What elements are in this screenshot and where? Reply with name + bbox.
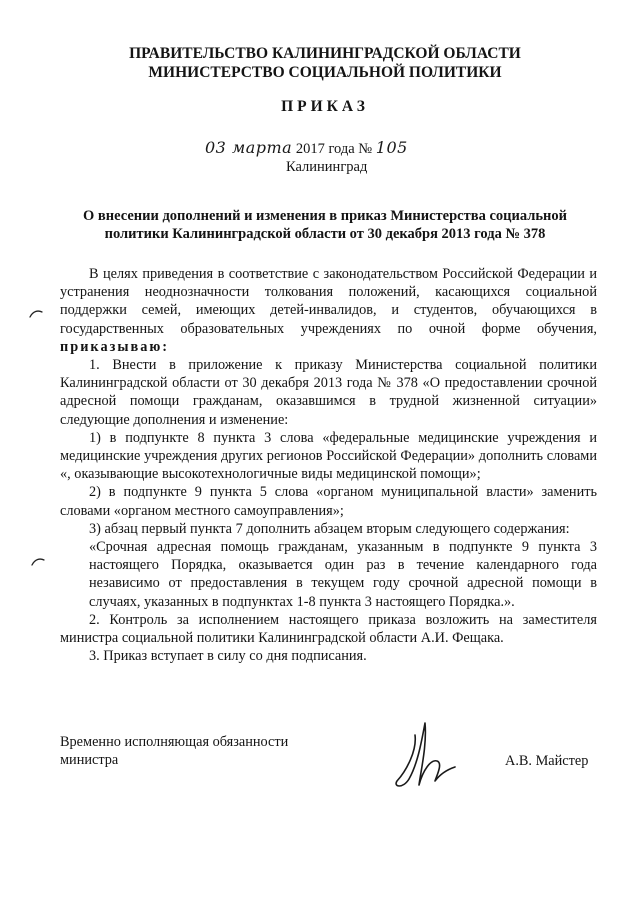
header-government: ПРАВИТЕЛЬСТВО КАЛИНИНГРАДСКОЙ ОБЛАСТИ	[129, 45, 521, 62]
margin-mark-icon	[28, 308, 44, 320]
order-title: ПРИКАЗ	[281, 98, 369, 115]
quoted-paragraph: «Срочная адресная помощь гражданам, указанным в подпункте 9 пункта 3 настоящего Порядка, оказывается один раз в течение календарного года независимо от предоставления в текущем году срочной адресной помощи в случаях, указанных в подпунктах 1-8 пункта 3 настоящего Порядка.».	[89, 539, 597, 610]
order-date-line	[205, 138, 408, 158]
header-ministry: МИНИСТЕРСТВО СОЦИАЛЬНОЙ ПОЛИТИКИ	[148, 64, 502, 81]
order-body	[60, 265, 597, 665]
item-3: 3. Приказ вступает в силу со дня подписания.	[89, 648, 367, 665]
item-1-3: 3) абзац первый пункта 7 дополнить абзацем вторым следующего содержания:	[89, 520, 570, 537]
item-1-1: 1) в подпункте 8 пункта 3 слова «федеральные медицинские учреждения и медицинские учреждения других регионов Российской Федерации» дополнить словами «, оказывающие высокотехнологичные виды медицинской помощи»;	[60, 429, 597, 483]
item-1-2: 2) в подпункте 9 пункта 5 слова «органом муниципальной власти» заменить словами «органом местного самоуправления»;	[60, 484, 597, 519]
position-line-2: министра	[60, 752, 119, 768]
item-2: 2. Контроль за исполнением настоящего приказа возложить на заместителя министра социальной политики Калининградской области А.И. Фещака.	[60, 611, 597, 647]
order-word: приказываю:	[60, 338, 170, 355]
order-subject	[60, 207, 590, 243]
order-year-text: 2017 года №	[295, 141, 373, 157]
position-line-1: Временно исполняющая обязанности	[60, 734, 289, 750]
order-city: Калининград	[286, 159, 368, 175]
intro-text: В целях приведения в соответствие с законодательством Российской Федерации и устранения неоднозначности толкования положений, касающихся социальной поддержки семей, имеющих детей-инвалидов, и студентов, обучающихся в государственных образовательных учреждениях по очной форме обучения,	[60, 266, 597, 337]
handwritten-date: 03 марта	[205, 138, 293, 157]
handwritten-order-number: 105	[375, 138, 408, 157]
intro-paragraph	[60, 265, 597, 356]
document-header	[60, 44, 590, 82]
subject-line-2: политики Калининградской области от 30 декабря 2013 года № 378	[104, 226, 546, 242]
signatory-position	[60, 733, 288, 769]
margin-mark-icon	[30, 556, 46, 568]
handwritten-signature-icon	[385, 715, 475, 795]
signatory-name: А.В. Майстер	[505, 753, 589, 769]
subject-line-1: О внесении дополнений и изменения в приказ Министерства социальной	[83, 208, 567, 224]
item-1: 1. Внести в приложение к приказу Министерства социальной политики Калининградской области от 30 декабря 2013 года № 378 «О предоставлении срочной адресной помощи гражданам, оказавшимся в трудной жизненной ситуации» следующие дополнения и изменение:	[60, 357, 597, 428]
